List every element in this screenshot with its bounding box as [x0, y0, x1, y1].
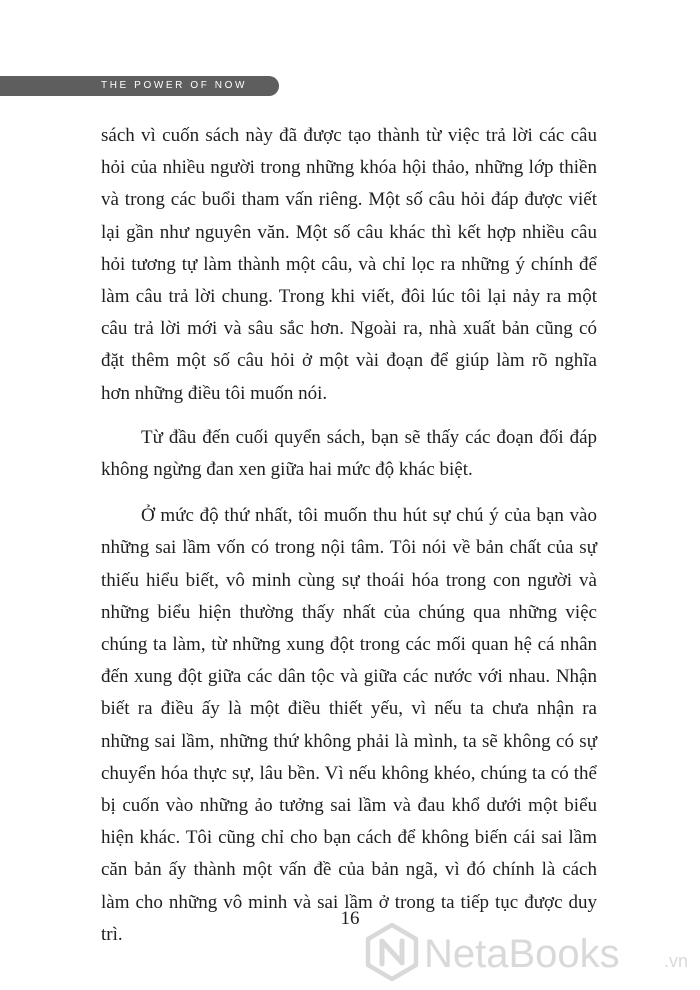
- netabooks-wordmark: [424, 932, 688, 976]
- page-number: 16: [340, 908, 360, 929]
- watermark-brand: NetaBooks: [424, 932, 620, 976]
- body-paragraph: Ở mức độ thứ nhất, tôi muốn thu hút sự chú ý của bạn vào những sai lầm vốn có trong nội tâm. Tôi nói về bản chất của sự thiếu hiểu biết, vô minh cùng sự thoái hóa trong con người và những biểu hiện thường thấy nhất của chúng qua những việc chúng ta làm, từ những xung đột trong các mối quan hệ cá nhân đến xung đột giữa các dân tộc và giữa các nước với nhau. Nhận biết ra điều ấy là một điều thiết yếu, vì nếu ta chưa nhận ra những sai lầm, những thứ không phải là mình, ta sẽ không có sự chuyển hóa thực sự, lâu bền. Vì nếu không khéo, chúng ta có thể bị cuốn vào những ảo tưởng sai lầm và đau khổ dưới một biểu hiện khác. Tôi cũng chỉ cho bạn cách để không biến cái sai lầm căn bản ấy thành một vấn đề của bản ngã, vì đó chính là cách làm cho những vô minh và sai lầm ở trong ta tiếp tục được duy trì.: [101, 505, 597, 945]
- running-header-bar: [0, 76, 279, 96]
- body-paragraph: Từ đầu đến cuối quyển sách, bạn sẽ thấy các đoạn đối đáp không ngừng đan xen giữa hai mức độ khác biệt.: [101, 426, 597, 481]
- page-body: [101, 120, 597, 951]
- running-header-title: THE POWER OF NOW: [101, 80, 248, 91]
- netabooks-watermark: [362, 922, 700, 982]
- watermark-domain: .vn: [664, 951, 689, 971]
- body-paragraph: sách vì cuốn sách này đã được tạo thành từ việc trả lời các câu hỏi của nhiều người trong những khóa hội thảo, những lớp thiền và trong các buổi tham vấn riêng. Một số câu hỏi đáp được viết lại gần như nguyên văn. Một số câu khác thì kết hợp nhiều câu hỏi tương tự làm thành một câu, và chỉ lọc ra những ý chính để làm câu trả lời chung. Trong khi viết, đôi lúc tôi lại nảy ra một câu trả lời mới và sâu sắc hơn. Ngoài ra, nhà xuất bản cũng có đặt thêm một số câu hỏi ở một vài đoạn để giúp làm rõ nghĩa hơn những điều tôi muốn nói.: [101, 125, 597, 404]
- netabooks-logo-icon: [368, 925, 416, 979]
